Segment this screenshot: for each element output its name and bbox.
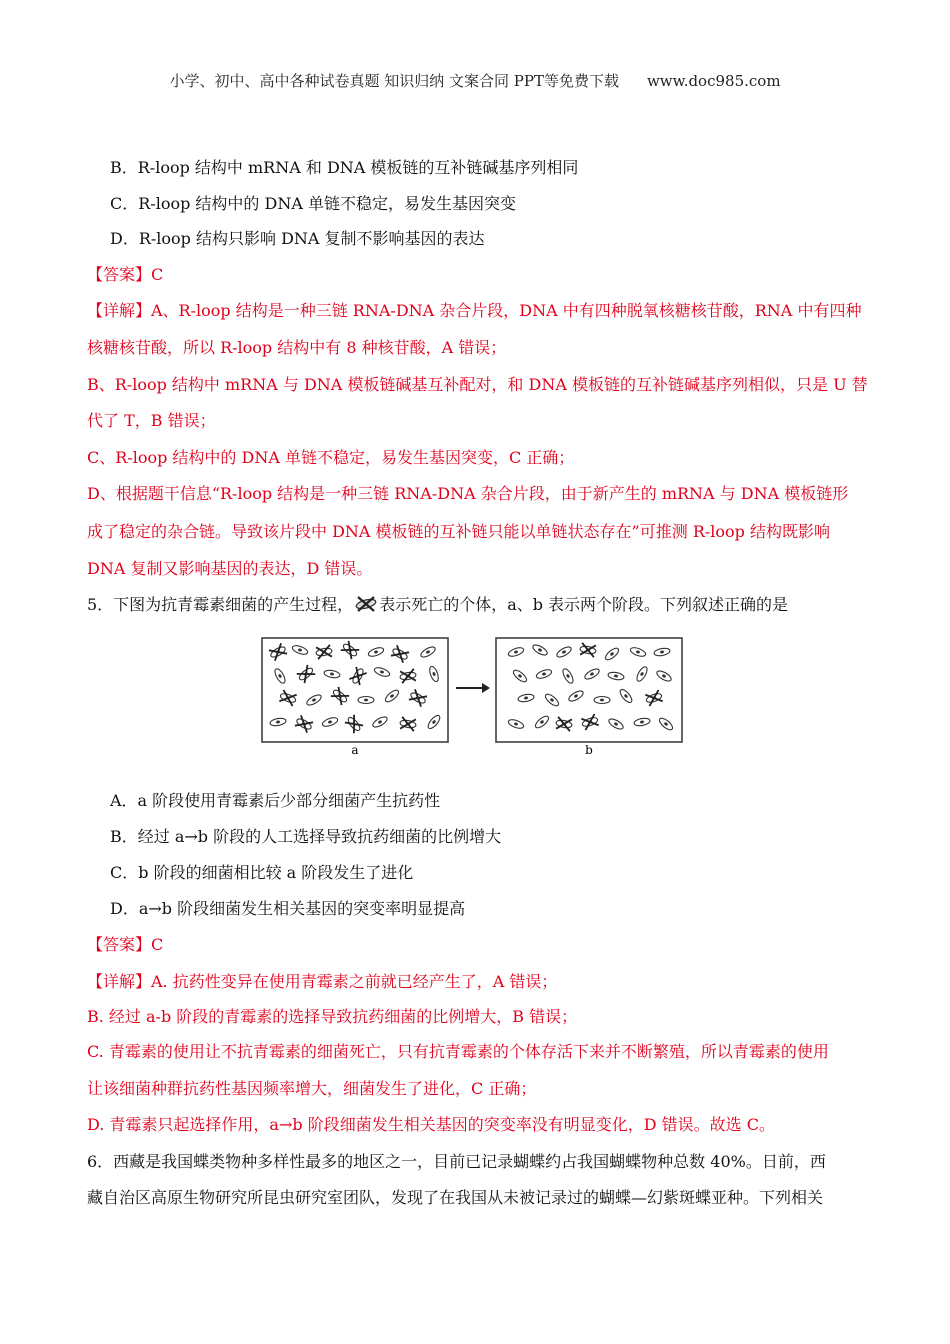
header-url[interactable]: www.doc985.com bbox=[646, 72, 781, 90]
q5-explanation-line: 让该细菌种群抗药性基因频率增大，细菌发生了进化，C 正确； bbox=[87, 1079, 537, 1098]
q4-explanation-line: DNA 复制又影响基因的表达，D 错误。 bbox=[87, 559, 373, 578]
q4-explanation-line: 核糖核苷酸，所以 R-loop 结构中有 8 种核苷酸，A 错误； bbox=[87, 338, 507, 357]
q5-stem-part2: 表示死亡的个体，a、b 表示两个阶段。下列叙述正确的是 bbox=[379, 595, 789, 614]
q4-option-c: C．R-loop 结构中的 DNA 单链不稳定，易发生基因突变 bbox=[110, 194, 516, 213]
q5-explanation-line: C. 青霉素的使用让不抗青霉素的细菌死亡，只有抗青霉素的个体存活下来并不断繁殖，所以青霉素的使用 bbox=[87, 1042, 829, 1061]
q5-option-d: D．a→b 阶段细菌发生相关基因的突变率明显提高 bbox=[110, 899, 466, 918]
q6-stem-line: 6．西藏是我国蝶类物种多样性最多的地区之一，目前已记录蝴蝶约占我国蝴蝶物种总数 40%。日前，西 bbox=[87, 1152, 826, 1171]
stage-b-label: b bbox=[585, 743, 593, 757]
q5-answer: 【答案】C bbox=[87, 935, 164, 954]
stage-a-label: a bbox=[351, 743, 359, 757]
q4-answer: 【答案】C bbox=[87, 265, 164, 284]
q5-option-c: C．b 阶段的细菌相比较 a 阶段发生了进化 bbox=[110, 863, 414, 882]
q4-explanation-line: 代了 T，B 错误； bbox=[87, 411, 216, 430]
q5-stem bbox=[87, 594, 877, 616]
q4-explanation-line: D、根据题干信息“R-loop 结构是一种三链 RNA-DNA 杂合片段，由于新产生的 mRNA 与 DNA 模板链形 bbox=[87, 484, 849, 503]
q4-explanation-line: C、R-loop 结构中的 DNA 单链不稳定，易发生基因突变，C 正确； bbox=[87, 448, 575, 467]
q4-explanation-line: 【详解】A、R-loop 结构是一种三链 RNA-DNA 杂合片段，DNA 中有四种脱氧核糖核苷酸，RNA 中有四种 bbox=[87, 301, 862, 320]
q4-explanation-line: 成了稳定的杂合链。导致该片段中 DNA 模板链的互补链只能以单链状态存在”可推测 R-loop 结构既影响 bbox=[87, 522, 830, 541]
header-text: 小学、初中、高中各种试卷真题 知识归纳 文案合同 PPT等免费下载 bbox=[169, 72, 619, 90]
q5-explanation-line: B. 经过 a-b 阶段的青霉素的选择导致抗药细菌的比例增大，B 错误； bbox=[87, 1007, 578, 1026]
q5-option-b: B．经过 a→b 阶段的人工选择导致抗药细菌的比例增大 bbox=[110, 827, 502, 846]
dead-bacterium-icon bbox=[353, 595, 379, 613]
q4-explanation-line: B、R-loop 结构中 mRNA 与 DNA 模板链碱基互补配对，和 DNA 模板链的互补链碱基序列相似，只是 U 替 bbox=[87, 375, 868, 394]
bacteria-figure bbox=[258, 630, 698, 760]
q4-option-d: D．R-loop 结构只影响 DNA 复制不影响基因的表达 bbox=[110, 229, 485, 248]
live-bacterium bbox=[358, 697, 374, 704]
q5-stem-part1: 5．下图为抗青霉素细菌的产生过程， bbox=[87, 595, 354, 614]
q6-stem-line: 藏自治区高原生物研究所昆虫研究室团队，发现了在我国从未被记录过的蝴蝶—幻紫斑蝶亚种。下列相关 bbox=[87, 1188, 824, 1207]
q5-option-a: A．a 阶段使用青霉素后少部分细菌产生抗药性 bbox=[110, 791, 441, 810]
q5-explanation-line: 【详解】A. 抗药性变异在使用青霉素之前就已经产生了，A 错误； bbox=[87, 972, 558, 991]
page-header bbox=[0, 70, 950, 91]
q5-explanation-line: D. 青霉素只起选择作用，a→b 阶段细菌发生相关基因的突变率没有明显变化，D 错误。故选 C。 bbox=[87, 1115, 775, 1134]
live-bacterium bbox=[594, 697, 610, 704]
q4-option-b: B．R-loop 结构中 mRNA 和 DNA 模板链的互补链碱基序列相同 bbox=[110, 158, 579, 177]
arrow-head bbox=[482, 683, 490, 693]
